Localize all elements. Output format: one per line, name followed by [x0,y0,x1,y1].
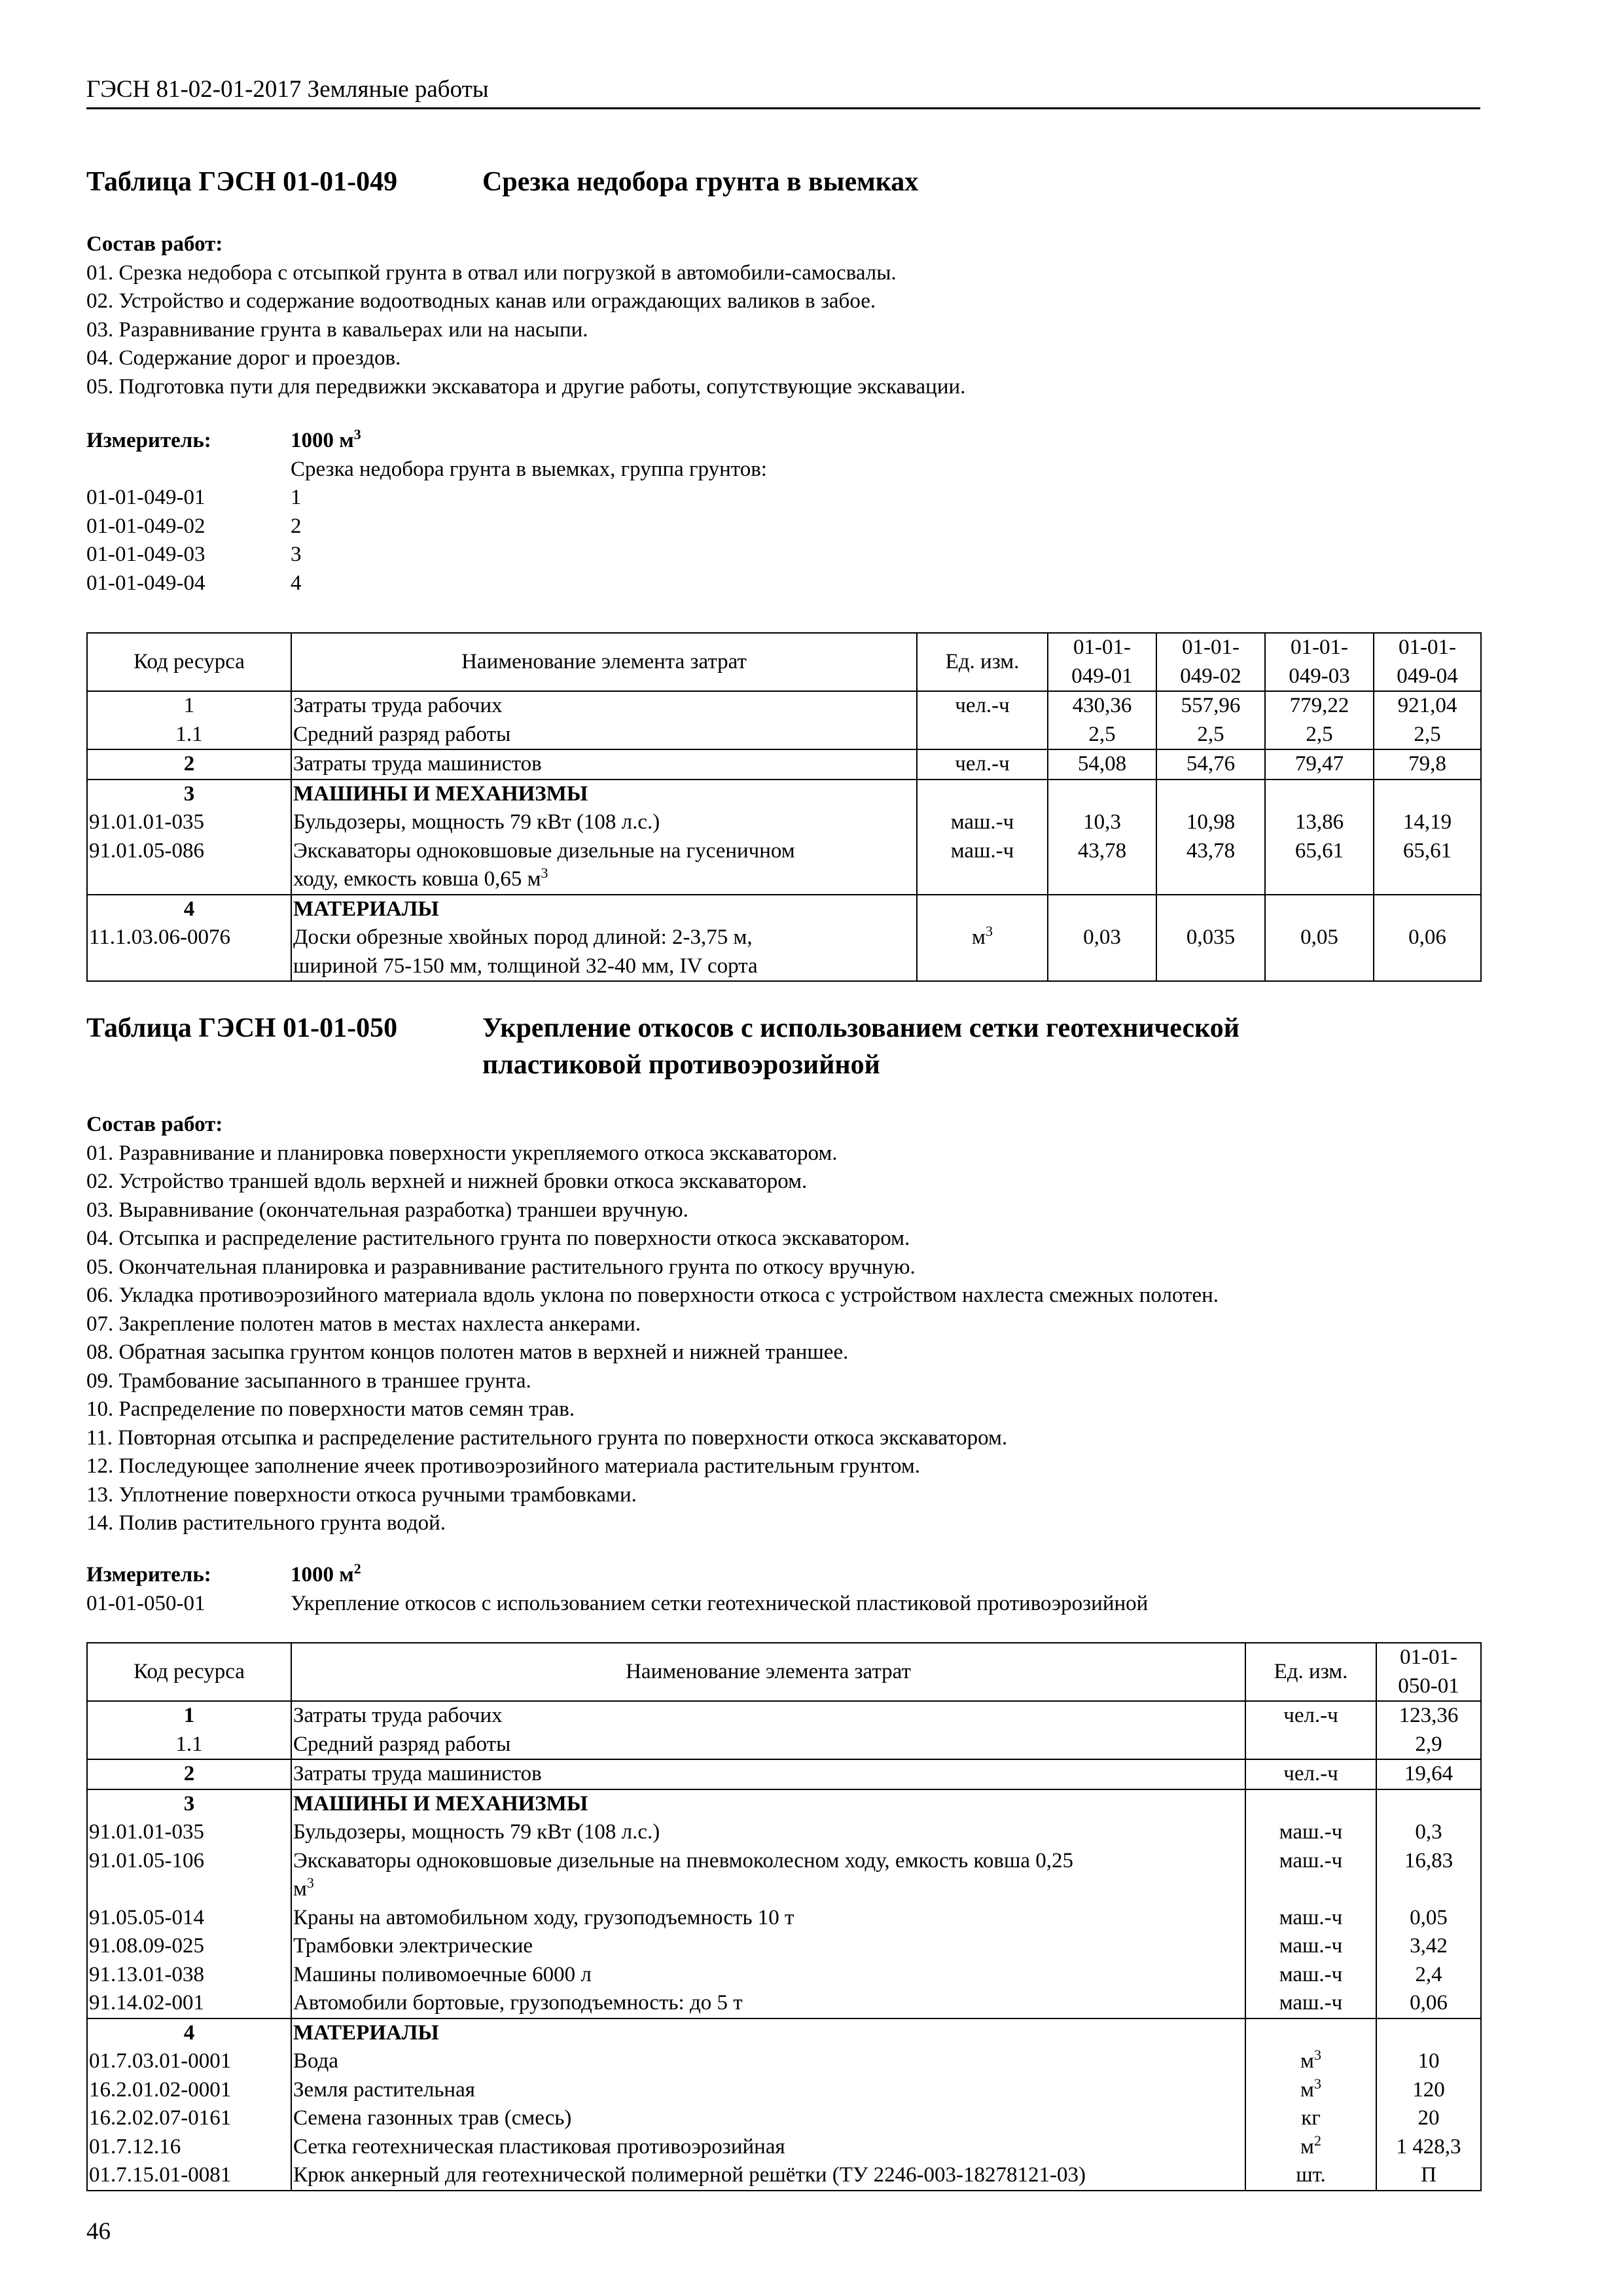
composition-label: Состав работ: [86,1113,223,1136]
table-049-meter [86,427,1480,598]
work-item: 13. Уплотнение поверхности откоса ручными трамбовками. [86,1482,637,1507]
variant-row: 01-01-049-04 4 [86,571,302,595]
table-row: 4 01.7.03.01-0001 16.2.01.02-0001 16.2.02.07-0161 01.7.12.16 01.7.15.01-0081 МАТЕРИАЛЫ Вода Земля растительная Семена газонных трав (смесь) Сетка геотехническая пластиковая противоэрозийная Крюк анкерный для геотехнической полимерной решётки (ТУ 2246-003-18278121-03) $м^3$ $м^3$ кг $м^2$ шт. 10 120 20 1 428,3 П [87,2018,1481,2191]
table-049-code: Таблица ГЭСН 01-01-049 [86,167,398,197]
meter-value: 1000 $м^2$ [291,1560,361,1587]
col-variant-header: 01-01- 049-04 [1374,633,1481,691]
meter-value: 1000 $м^3$ [291,426,361,452]
work-item: 10. Распределение по поверхности матов семян трав. [86,1397,575,1421]
table-row: 1 1.1 Затраты труда рабочих Средний разряд работы чел.-ч 123,36 2,9 [87,1701,1481,1759]
meter-label: Измеритель: [86,429,211,452]
composition-label: Состав работ: [86,232,223,256]
work-item: 07. Закрепление полотен матов в местах нахлеста анкерами. [86,1312,641,1336]
table-row: 2 Затраты труда машинистов чел.-ч 19,64 [87,1759,1481,1789]
table-header-row [87,633,1481,691]
variant-row: 01-01-050-01 Укрепление откосов с использованием сетки геотехнической пластиковой противоэрозийной [86,1591,1149,1615]
col-variant-header: 01-01- 050-01 [1376,1643,1481,1701]
table-header-row [87,1643,1481,1701]
resource-table-049 [86,632,1482,982]
col-name-header: Наименование элемента затрат [291,633,917,691]
work-item: 04. Содержание дорог и проездов. [86,346,401,370]
table-050-name: Укрепление откосов с использованием сетки геотехнической пластиковой противоэрозийной [482,1013,1240,1080]
table-050 [86,1642,1480,2191]
work-item: 04. Отсыпка и распределение растительного грунта по поверхности откоса экскаватором. [86,1227,910,1250]
running-header: ГЭСН 81-02-01-2017 Земляные работы [86,73,1480,109]
table-050-section [86,1010,1480,1083]
table-row: 4 11.1.03.06-0076 МАТЕРИАЛЫ Доски обрезные хвойных пород длиной: 2-3,75 м, шириной 75-150 мм, толщиной 32-40 мм, IV сорта $м^3$ 0,03 0,035 0,05 0,06 [87,895,1481,982]
work-item: 01. Разравнивание и планировка поверхности укрепляемого откоса экскаватором. [86,1141,838,1165]
table-050-meter [86,1561,1480,1618]
col-code-header: Код ресурса [87,633,291,691]
work-item: 02. Устройство и содержание водоотводных канав или ограждающих валиков в забое. [86,289,876,313]
col-variant-header: 01-01- 049-02 [1156,633,1265,691]
table-049-works [86,230,1480,401]
work-item: 08. Обратная засыпка грунтом концов полотен матов в верхней и нижней траншее. [86,1340,849,1364]
page-number: 46 [86,2218,111,2245]
work-item: 11. Повторная отсыпка и распределение растительного грунта по поверхности откоса экскаватором. [86,1426,1008,1450]
col-code-header: Код ресурса [87,1643,291,1701]
meter-desc: Срезка недобора грунта в выемках, группа грунтов: [291,457,767,481]
col-unit-header: Ед. изм. [1245,1643,1376,1701]
col-unit-header: Ед. изм. [917,633,1048,691]
work-item: 03. Разравнивание грунта в кавальерах или на насыпи. [86,317,588,342]
table-049-name: Срезка недобора грунта в выемках [482,167,919,197]
table-050-title [86,1010,1480,1083]
variant-row: 01-01-049-03 3 [86,543,302,566]
table-049-title [86,164,1480,200]
col-name-header: Наименование элемента затрат [291,1643,1245,1701]
table-050-code: Таблица ГЭСН 01-01-050 [86,1013,398,1043]
resource-table-050 [86,1642,1482,2191]
work-item: 05. Окончательная планировка и разравнивание растительного грунта по откосу вручную. [86,1255,916,1279]
table-049 [86,632,1480,982]
meter-label: Измеритель: [86,1563,211,1587]
work-item: 02. Устройство траншей вдоль верхней и нижней бровки откоса экскаватором. [86,1170,808,1193]
table-row: 3 91.01.01-035 91.01.05-086 МАШИНЫ И МЕХАНИЗМЫ Бульдозеры, мощность 79 кВт (108 л.с.) Экскаваторы одноковшовые дизельные на гусеничном ходу, емкость ковша 0,65 $м^3$ маш.-ч маш.-ч 10,3 43,78 10,98 43,78 13,86 65,61 14,19 65,61 [87,780,1481,895]
work-item: 09. Трамбование засыпанного в траншее грунта. [86,1369,531,1393]
work-item: 12. Последующее заполнение ячеек противоэрозийного материала растительным грунтом. [86,1454,921,1478]
col-variant-header: 01-01- 049-03 [1265,633,1374,691]
work-item: 03. Выравнивание (окончательная разработка) траншеи вручную. [86,1198,688,1222]
variant-row: 01-01-049-02 2 [86,514,302,538]
variant-row: 01-01-049-01 1 [86,486,302,509]
col-variant-header: 01-01- 049-01 [1048,633,1156,691]
work-item: 05. Подготовка пути для передвижки экскаватора и другие работы, сопутствующие экскавации. [86,374,966,399]
work-item: 14. Полив растительного грунта водой. [86,1511,446,1535]
work-item: 06. Укладка противоэрозийного материала вдоль уклона по поверхности откоса с устройством нахлеста смежных полотен. [86,1283,1219,1307]
table-row: 3 91.01.01-035 91.01.05-106 91.05.05-014 91.08.09-025 91.13.01-038 91.14.02-001 МАШИНЫ И МЕХАНИЗМЫ Бульдозеры, мощность 79 кВт (108 л.с.) Экскаваторы одноковшовые дизельные на пневмоколесном ходу, емкость ковша 0,25 $м^3$ Краны на автомобильном ходу, грузоподъемность 10 т Трамбовки электрические Машины поливомоечные 6000 л Автомобили бортовые, грузоподъемность: до 5 т маш.-ч маш.-ч маш.-ч маш.-ч маш.-ч маш.-ч 0,3 16,83 0,05 3,42 2,4 0,06 [87,1789,1481,2018]
table-row: 1 1.1 Затраты труда рабочих Средний разряд работы чел.-ч 430,36 2,5 557,96 2,5 779,22 2,5 921,04 2,5 [87,691,1481,749]
work-item: 01. Срезка недобора с отсыпкой грунта в отвал или погрузкой в автомобили-самосвалы. [86,260,897,285]
table-row: 2 Затраты труда машинистов чел.-ч 54,08 54,76 79,47 79,8 [87,749,1481,780]
table-049-section [86,164,1480,200]
table-050-works [86,1111,1480,1538]
